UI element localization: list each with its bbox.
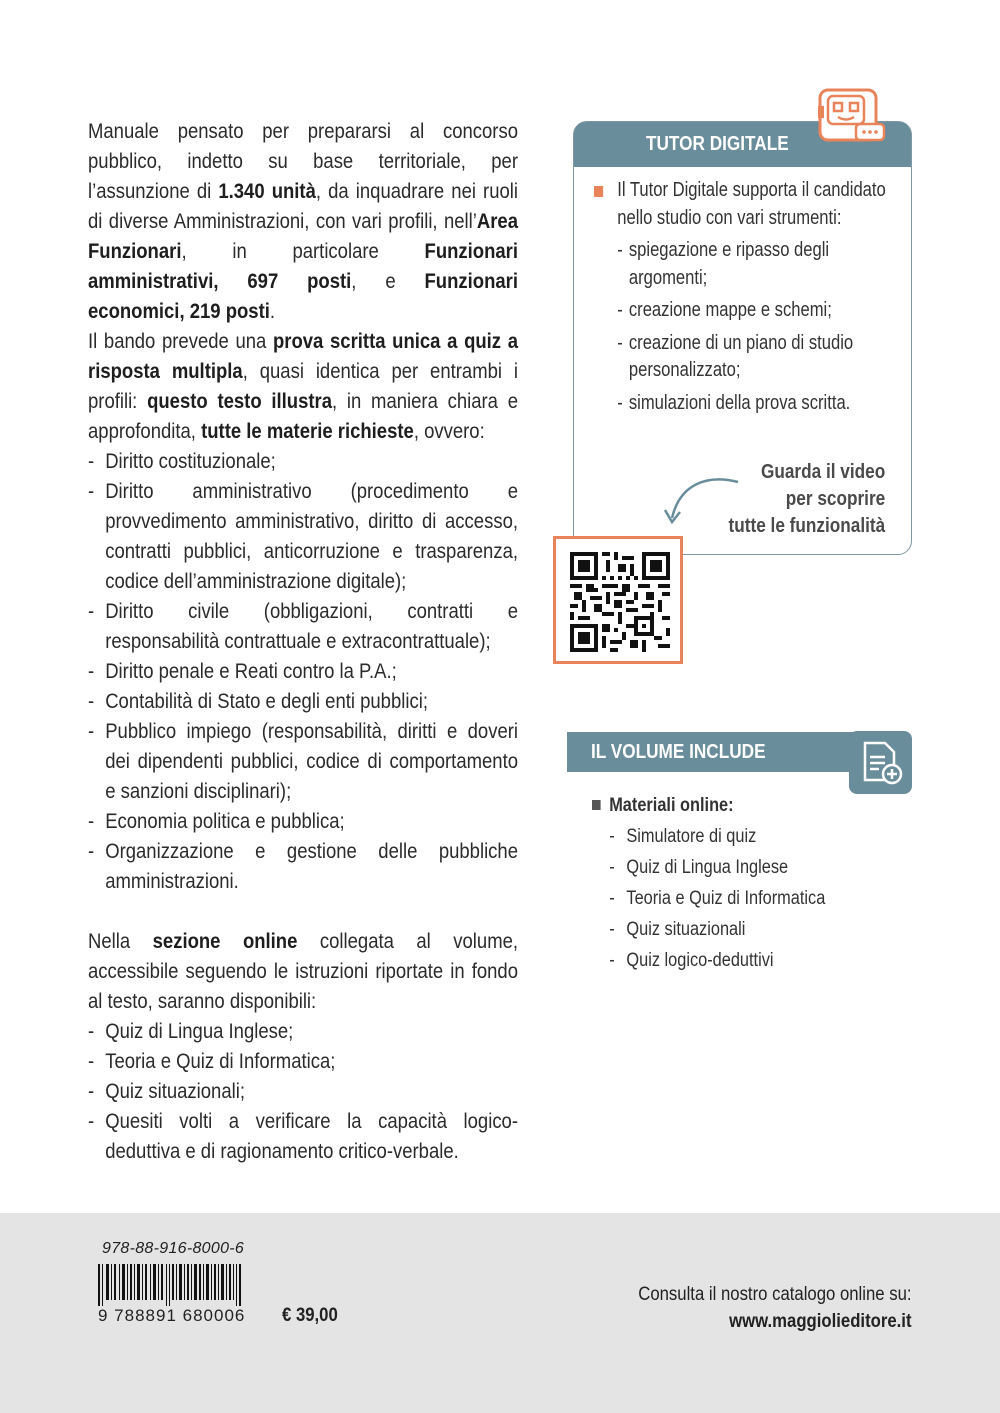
bullet-square-icon bbox=[594, 186, 603, 197]
list-item: - Teoria e Quiz di Informatica bbox=[609, 883, 825, 914]
volume-body bbox=[592, 790, 825, 976]
barcode-icon bbox=[98, 1264, 248, 1306]
tutor-header: TUTOR DIGITALE bbox=[574, 122, 911, 167]
isbn-text: 978-88-916-8000-6 bbox=[102, 1240, 245, 1257]
list-item: - creazione mappe e schemi; bbox=[617, 297, 893, 325]
list-item: - Simulatore di quiz bbox=[609, 821, 825, 852]
qr-code[interactable] bbox=[553, 536, 683, 664]
materials-list bbox=[592, 821, 825, 976]
list-item: - simulazioni della prova scritta. bbox=[617, 390, 893, 418]
list-item: - Quiz logico-deduttivi bbox=[609, 945, 825, 976]
description-column bbox=[88, 116, 518, 1166]
price: € 39,00 bbox=[282, 1305, 338, 1326]
intro-paragraph: Manuale pensato per prepararsi al concorso pubblico, indetto su base territoriale, per l’assunzione di 1.340 unità, da inquadrare nei ruoli di diverse Amministrazioni, con vari profili, nell’Area Funzionari, in particolare Funzionari amministrativi, 697 posti, e Funzionari economici, 219 posti. bbox=[88, 119, 518, 323]
publisher-url-link[interactable]: www.maggiolieditore.it bbox=[729, 1311, 912, 1332]
list-item: - Pubblico impiego (responsabilità, diritti e doveri dei dipendenti pubblici, codice di comportamento e sanzioni disciplinari); bbox=[88, 716, 518, 806]
robot-chat-icon bbox=[818, 88, 888, 148]
subjects-list bbox=[88, 446, 518, 896]
volume-header: IL VOLUME INCLUDE bbox=[567, 732, 905, 772]
materials-heading: Materiali online: bbox=[592, 790, 825, 821]
list-item: - Diritto civile (obbligazioni, contratti e responsabilità contrattuale e extracontrattuale); bbox=[88, 596, 518, 656]
list-item: - Diritto amministrativo (procedimento e provvedimento amministrativo, diritto di accesso, contratti pubblici, anticorruzione e trasparenza, codice dell’amministrazione digitale); bbox=[88, 476, 518, 596]
list-item: - spiegazione e ripasso degli argomenti; bbox=[617, 237, 893, 292]
list-item: - Quiz di Lingua Inglese bbox=[609, 852, 825, 883]
list-item: - creazione di un piano di studio personalizzato; bbox=[617, 330, 893, 385]
qr-code-icon bbox=[570, 552, 670, 652]
online-paragraph: Nella sezione online collegata al volume, accessibile seguendo le istruzioni riportate in fondo al testo, saranno disponibili: bbox=[88, 929, 519, 1013]
tutor-digitale-box bbox=[573, 121, 912, 555]
list-item: - Economia politica e pubblica; bbox=[88, 806, 518, 836]
video-caption: Guarda il video per scoprire tutte le funzionalità bbox=[728, 461, 885, 537]
list-item: - Diritto penale e Reati contro la P.A.; bbox=[88, 656, 518, 686]
document-add-icon bbox=[849, 731, 912, 794]
list-item: - Organizzazione e gestione delle pubbliche amministrazioni. bbox=[88, 836, 518, 896]
catalog-line: Consulta il nostro catalogo online su: bbox=[638, 1284, 912, 1305]
catalog-info bbox=[639, 1281, 912, 1335]
list-item: - Diritto costituzionale; bbox=[88, 446, 518, 476]
list-item: - Quiz situazionali bbox=[609, 914, 825, 945]
online-list bbox=[88, 1016, 518, 1166]
tutor-list bbox=[594, 237, 893, 417]
tutor-body bbox=[594, 177, 893, 422]
list-item: - Teoria e Quiz di Informatica; bbox=[88, 1046, 518, 1076]
exam-paragraph: Il bando prevede una prova scritta unica a quiz a risposta multipla, quasi identica per entrambi i profili: questo testo illustra, in maniera chiara e approfondita, tutte le materie richieste, ovvero: bbox=[88, 329, 518, 443]
list-item: - Quiz situazionali; bbox=[88, 1076, 518, 1106]
list-item: - Quiz di Lingua Inglese; bbox=[88, 1016, 518, 1046]
curved-arrow-icon bbox=[662, 474, 742, 530]
list-item: - Quesiti volti a verificare la capacità logico-deduttiva e di ragionamento critico-verbale. bbox=[88, 1106, 518, 1166]
tutor-intro: Il Tutor Digitale supporta il candidato nello studio con vari strumenti: bbox=[617, 179, 886, 229]
list-item: - Contabilità di Stato e degli enti pubblici; bbox=[88, 686, 518, 716]
barcode-number: 9 788891 680006 bbox=[98, 1306, 246, 1325]
bullet-square-icon bbox=[592, 800, 601, 810]
